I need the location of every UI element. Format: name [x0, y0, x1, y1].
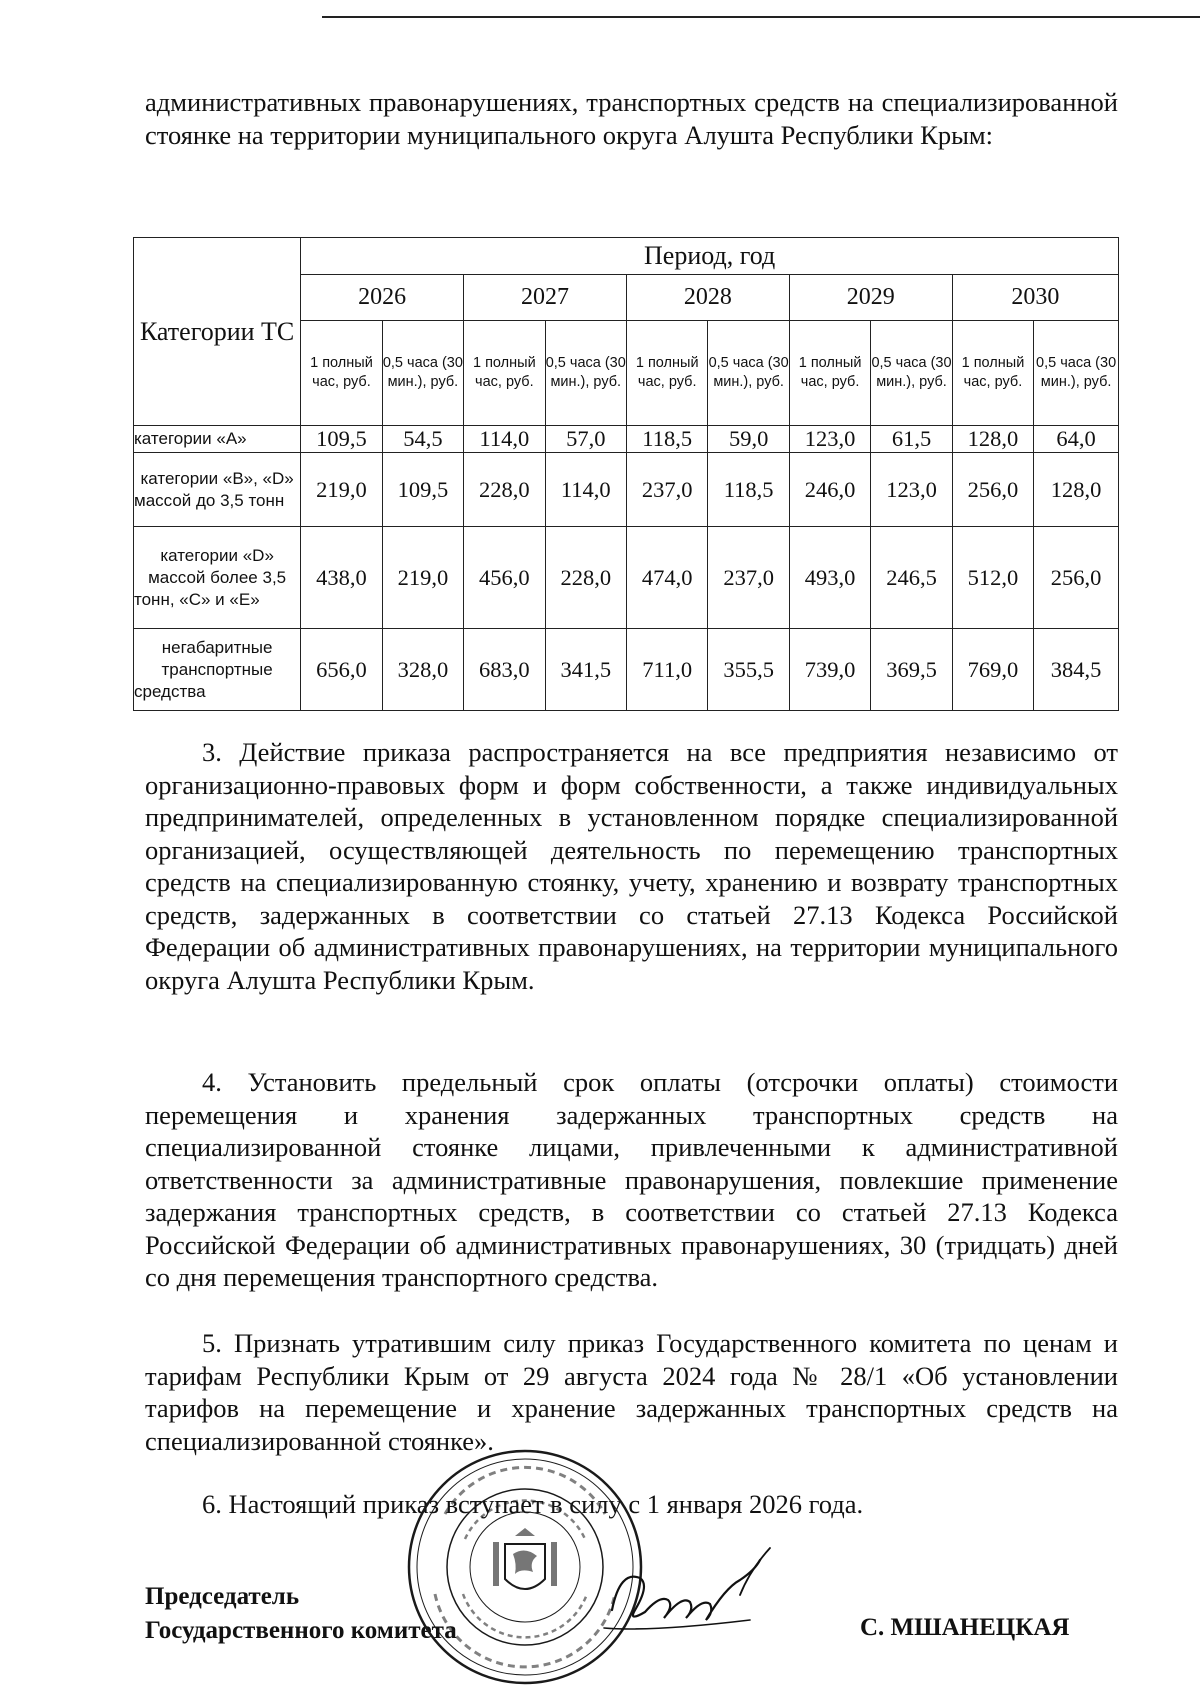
unit-half-hour: 0,5 часа (30 мин.), руб.	[708, 321, 789, 426]
price-cell: 128,0	[1034, 453, 1119, 527]
price-cell: 109,5	[382, 453, 463, 527]
paragraph-5: 5. Признать утратившим силу приказ Государственного комитета по ценам и тарифам Республики Крым от 29 августа 2024 года № 28/1 «Об установлении тарифов на перемещение и хранение задержанных транспортных средств на специализированной стоянке».	[145, 1328, 1118, 1456]
signatory-title-line1: Председатель	[145, 1583, 300, 1610]
price-cell: 114,0	[464, 426, 545, 453]
price-cell: 438,0	[301, 527, 382, 629]
category-cell: категории «А»	[134, 426, 301, 453]
unit-full-hour: 1 полный час, руб.	[952, 321, 1033, 426]
price-cell: 512,0	[952, 527, 1033, 629]
price-cell: 683,0	[464, 629, 545, 711]
top-rule	[322, 16, 1200, 18]
price-cell: 739,0	[789, 629, 870, 711]
category-cell: категории «В», «D» массой до 3,5 тонн	[134, 453, 301, 527]
unit-half-hour: 0,5 часа (30 мин.), руб.	[871, 321, 952, 426]
price-cell: 228,0	[464, 453, 545, 527]
unit-full-hour: 1 полный час, руб.	[464, 321, 545, 426]
price-cell: 341,5	[545, 629, 626, 711]
price-cell: 328,0	[382, 629, 463, 711]
paragraph-3: 3. Действие приказа распространяется на все предприятия независимо от организационно-правовых форм и форм собственности, а также индивидуальных предпринимателей, определенных в установленном порядке специализированной организацией, осуществляющей деятельность по перемещению транспортных средств на специализированную стоянку, учету, хранению и возврату транспортных средств, задержанных в соответствии со статьей 27.13 Кодекса Российской Федерации об административных правонарушениях, на территории муниципального округа Алушта Республики Крым.	[145, 737, 1118, 995]
category-cell: негабаритные транспортные средства	[134, 629, 301, 711]
price-cell: 711,0	[626, 629, 707, 711]
category-cell: категории «D» массой более 3,5 тонн, «С» и «Е»	[134, 527, 301, 629]
price-cell: 474,0	[626, 527, 707, 629]
price-cell: 256,0	[1034, 527, 1119, 629]
price-cell: 118,5	[626, 426, 707, 453]
unit-half-hour: 0,5 часа (30 мин.), руб.	[1034, 321, 1119, 426]
price-cell: 228,0	[545, 527, 626, 629]
table-row	[134, 453, 1119, 527]
year-header: 2027	[464, 275, 627, 321]
year-header: 2030	[952, 275, 1118, 321]
price-cell: 59,0	[708, 426, 789, 453]
unit-full-hour: 1 полный час, руб.	[301, 321, 382, 426]
signatory-name: С. МШАНЕЦКАЯ	[860, 1614, 1070, 1641]
price-cell: 246,5	[871, 527, 952, 629]
period-header: Период, год	[301, 238, 1119, 275]
price-cell: 57,0	[545, 426, 626, 453]
price-cell: 64,0	[1034, 426, 1119, 453]
price-cell: 256,0	[952, 453, 1033, 527]
year-header: 2028	[626, 275, 789, 321]
price-cell: 493,0	[789, 527, 870, 629]
year-header: 2029	[789, 275, 952, 321]
price-cell: 123,0	[871, 453, 952, 527]
price-cell: 369,5	[871, 629, 952, 711]
unit-full-hour: 1 полный час, руб.	[789, 321, 870, 426]
price-cell: 123,0	[789, 426, 870, 453]
price-cell: 219,0	[382, 527, 463, 629]
table-row	[134, 629, 1119, 711]
price-cell: 246,0	[789, 453, 870, 527]
intro-paragraph: административных правонарушениях, транспортных средств на специализированной стоянке на территории муниципального округа Алушта Республики Крым:	[145, 87, 1118, 150]
signatory-title-line2: Государственного комитета	[145, 1617, 457, 1644]
price-cell: 355,5	[708, 629, 789, 711]
paragraph-6: 6. Настоящий приказ вступает в силу с 1 января 2026 года.	[202, 1489, 864, 1519]
price-cell: 118,5	[708, 453, 789, 527]
price-cell: 384,5	[1034, 629, 1119, 711]
tariff-table	[133, 237, 1119, 711]
price-cell: 114,0	[545, 453, 626, 527]
unit-half-hour: 0,5 часа (30 мин.), руб.	[382, 321, 463, 426]
price-cell: 456,0	[464, 527, 545, 629]
price-cell: 109,5	[301, 426, 382, 453]
paragraph-4: 4. Установить предельный срок оплаты (отсрочки оплаты) стоимости перемещения и хранения задержанных транспортных средств на специализированной стоянке лицами, привлеченными к административной ответственности за административные правонарушения, повлекшие применение задержания транспортных средств, в соответствии со статьей 27.13 Кодекса Российской Федерации об административных правонарушениях, 30 (тридцать) дней со дня перемещения транспортного средства.	[145, 1067, 1118, 1292]
price-cell: 237,0	[626, 453, 707, 527]
category-header: Категории ТС	[134, 238, 301, 426]
table-row	[134, 527, 1119, 629]
price-cell: 237,0	[708, 527, 789, 629]
unit-full-hour: 1 полный час, руб.	[626, 321, 707, 426]
price-cell: 656,0	[301, 629, 382, 711]
table-row	[134, 426, 1119, 453]
price-cell: 128,0	[952, 426, 1033, 453]
price-cell: 769,0	[952, 629, 1033, 711]
price-cell: 219,0	[301, 453, 382, 527]
price-cell: 61,5	[871, 426, 952, 453]
handwritten-signature	[590, 1540, 780, 1650]
price-cell: 54,5	[382, 426, 463, 453]
unit-half-hour: 0,5 часа (30 мин.), руб.	[545, 321, 626, 426]
year-header: 2026	[301, 275, 464, 321]
